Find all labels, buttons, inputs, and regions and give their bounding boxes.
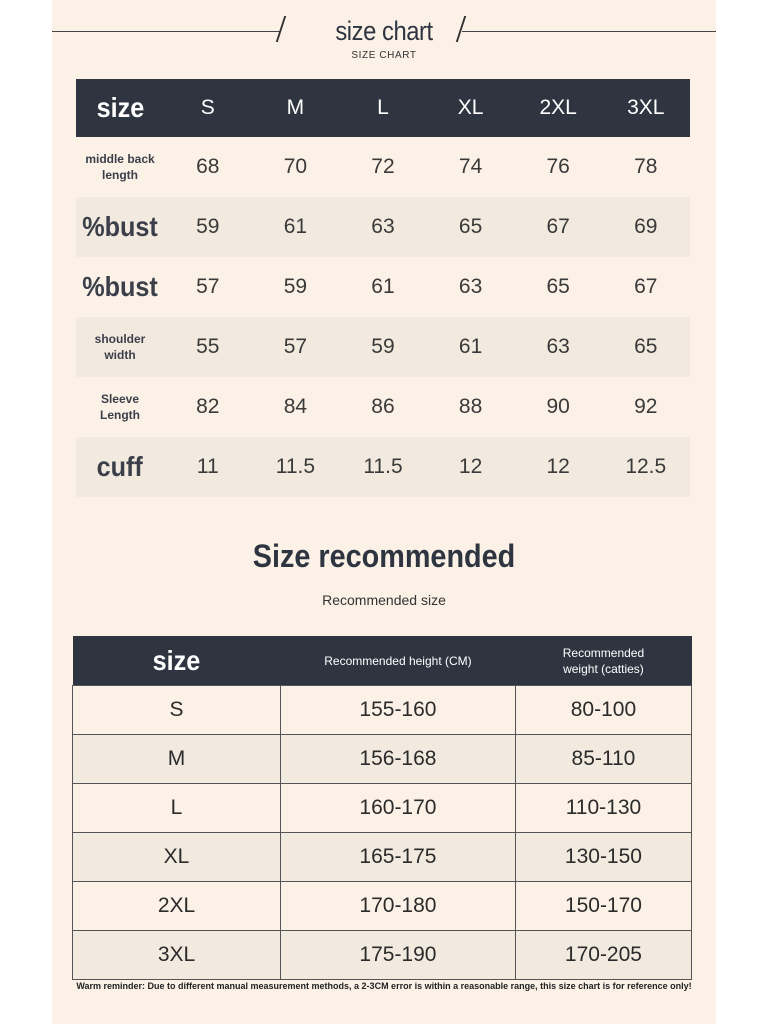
size-chart-value-cell: 84 bbox=[283, 395, 308, 418]
recommended-weight-cell: 85-110 bbox=[515, 735, 691, 784]
size-chart-row-label: %bust bbox=[82, 211, 158, 242]
recommended-header-size bbox=[73, 636, 281, 686]
recommended-size-table bbox=[72, 636, 692, 980]
size-chart-row-label-cell bbox=[76, 451, 164, 483]
size-chart-row-label-cell bbox=[76, 391, 164, 424]
footnote: Warm reminder: Due to different manual measurement methods, a 2-3CM error is within a reasonable range, this size chart is for reference only! bbox=[76, 981, 692, 991]
size-chart-row bbox=[76, 257, 690, 317]
size-chart-header-label-cell bbox=[76, 92, 164, 124]
recommended-height-cell: 155-160 bbox=[281, 686, 516, 735]
size-chart-value-cell: 67 bbox=[546, 215, 570, 238]
size-chart-header-label: size bbox=[96, 92, 144, 123]
size-chart-value-cell: 76 bbox=[546, 155, 570, 178]
size-header-cell: L bbox=[377, 96, 389, 119]
recommended-height-cell: 165-175 bbox=[281, 833, 516, 882]
recommended-row bbox=[73, 931, 692, 980]
size-header-cell: XL bbox=[457, 96, 484, 119]
recommended-size-cell: XL bbox=[73, 833, 281, 882]
recommended-header-size-label: size bbox=[152, 644, 201, 676]
recommended-height-cell: 156-168 bbox=[281, 735, 516, 784]
size-chart-value-cell: 63 bbox=[546, 335, 570, 358]
size-chart-row bbox=[76, 377, 690, 437]
size-chart-value-cell: 57 bbox=[196, 275, 220, 298]
size-chart-row-label-cell bbox=[76, 271, 164, 303]
recommended-height-cell: 160-170 bbox=[281, 784, 516, 833]
size-chart-value-cell: 11.5 bbox=[363, 455, 403, 478]
size-chart-row bbox=[76, 317, 690, 377]
size-chart-row-label: shoulder width bbox=[94, 331, 146, 362]
page-title: size chart bbox=[335, 16, 433, 46]
page-subtitle: SIZE CHART bbox=[351, 50, 417, 61]
recommended-subtitle: Recommended size bbox=[322, 592, 446, 608]
recommended-weight-cell: 170-205 bbox=[515, 931, 691, 980]
size-chart-value-cell: 86 bbox=[371, 395, 395, 418]
recommended-height-cell: 170-180 bbox=[281, 882, 516, 931]
size-header-cell: 3XL bbox=[627, 96, 665, 119]
header-rule-right bbox=[462, 31, 716, 32]
recommended-title: Size recommended bbox=[252, 538, 516, 574]
size-chart-value-cell: 55 bbox=[196, 335, 220, 358]
size-header-cell: S bbox=[200, 96, 215, 119]
size-chart-row-label: cuff bbox=[96, 451, 144, 482]
recommended-row bbox=[73, 784, 692, 833]
size-chart-value-cell: 68 bbox=[196, 155, 220, 178]
size-chart-value-cell: 92 bbox=[634, 395, 658, 418]
size-chart-value-cell: 61 bbox=[458, 335, 483, 358]
size-chart-header-row bbox=[76, 79, 690, 137]
size-chart-value-cell: 12 bbox=[458, 455, 483, 478]
recommended-header-height-label: Recommended height (CM) bbox=[324, 653, 472, 668]
size-chart-value-cell: 12 bbox=[546, 455, 570, 478]
recommended-size-cell: M bbox=[73, 735, 281, 784]
size-chart-value-cell: 65 bbox=[458, 215, 483, 238]
size-chart-row-label: %bust bbox=[82, 271, 158, 302]
size-chart-row-label-cell bbox=[76, 211, 164, 243]
recommended-height-cell: 175-190 bbox=[281, 931, 516, 980]
size-chart-value-cell: 61 bbox=[283, 215, 308, 238]
size-chart-value-cell: 59 bbox=[371, 335, 395, 358]
recommended-weight-cell: 130-150 bbox=[515, 833, 691, 882]
size-chart-row-label-cell bbox=[76, 331, 164, 364]
size-chart-value-cell: 12.5 bbox=[625, 455, 667, 478]
size-chart-value-cell: 69 bbox=[634, 215, 658, 238]
size-chart-row bbox=[76, 137, 690, 197]
size-chart-value-cell: 74 bbox=[458, 155, 483, 178]
recommended-row bbox=[73, 833, 692, 882]
size-chart-value-cell: 67 bbox=[634, 275, 658, 298]
size-chart-value-cell: 63 bbox=[371, 215, 395, 238]
recommended-size-cell: 3XL bbox=[73, 931, 281, 980]
size-chart-row bbox=[76, 437, 690, 497]
size-chart-value-cell: 11 bbox=[196, 455, 219, 478]
size-chart-value-cell: 11.5 bbox=[275, 455, 316, 478]
size-chart-value-cell: 78 bbox=[634, 155, 658, 178]
size-chart-row bbox=[76, 197, 690, 257]
recommended-header-weight bbox=[515, 636, 691, 686]
recommended-size-cell: L bbox=[73, 784, 281, 833]
size-chart-row-label: Sleeve Length bbox=[100, 391, 140, 422]
recommended-header-weight-label: Recommended weight (catties) bbox=[562, 645, 645, 676]
recommended-table-body bbox=[73, 686, 692, 980]
recommended-weight-cell: 80-100 bbox=[515, 686, 691, 735]
recommended-weight-cell: 150-170 bbox=[515, 882, 691, 931]
size-chart-table bbox=[76, 79, 690, 497]
size-header-cell: 2XL bbox=[539, 96, 577, 119]
size-chart-body bbox=[76, 137, 690, 497]
size-header-cell: M bbox=[286, 96, 305, 119]
size-chart-value-cell: 59 bbox=[196, 215, 220, 238]
size-chart-value-cell: 72 bbox=[371, 155, 395, 178]
size-chart-value-cell: 61 bbox=[371, 275, 395, 298]
recommended-row bbox=[73, 686, 692, 735]
size-chart-value-cell: 65 bbox=[546, 275, 570, 298]
recommended-row bbox=[73, 735, 692, 784]
size-chart-row-label: middle back length bbox=[85, 151, 155, 182]
size-chart-value-cell: 59 bbox=[283, 275, 308, 298]
recommended-size-cell: S bbox=[73, 686, 281, 735]
size-chart-value-cell: 88 bbox=[458, 395, 483, 418]
size-chart-value-cell: 63 bbox=[458, 275, 483, 298]
size-chart-value-cell: 90 bbox=[546, 395, 570, 418]
size-chart-value-cell: 65 bbox=[634, 335, 658, 358]
recommended-size-cell: 2XL bbox=[73, 882, 281, 931]
recommended-header-height bbox=[281, 636, 516, 686]
size-chart-value-cell: 70 bbox=[283, 155, 308, 178]
recommended-header-row bbox=[73, 636, 692, 686]
recommended-row bbox=[73, 882, 692, 931]
size-chart-value-cell: 82 bbox=[196, 395, 220, 418]
size-chart-value-cell: 57 bbox=[283, 335, 308, 358]
size-chart-row-label-cell bbox=[76, 151, 164, 184]
recommended-weight-cell: 110-130 bbox=[515, 784, 691, 833]
